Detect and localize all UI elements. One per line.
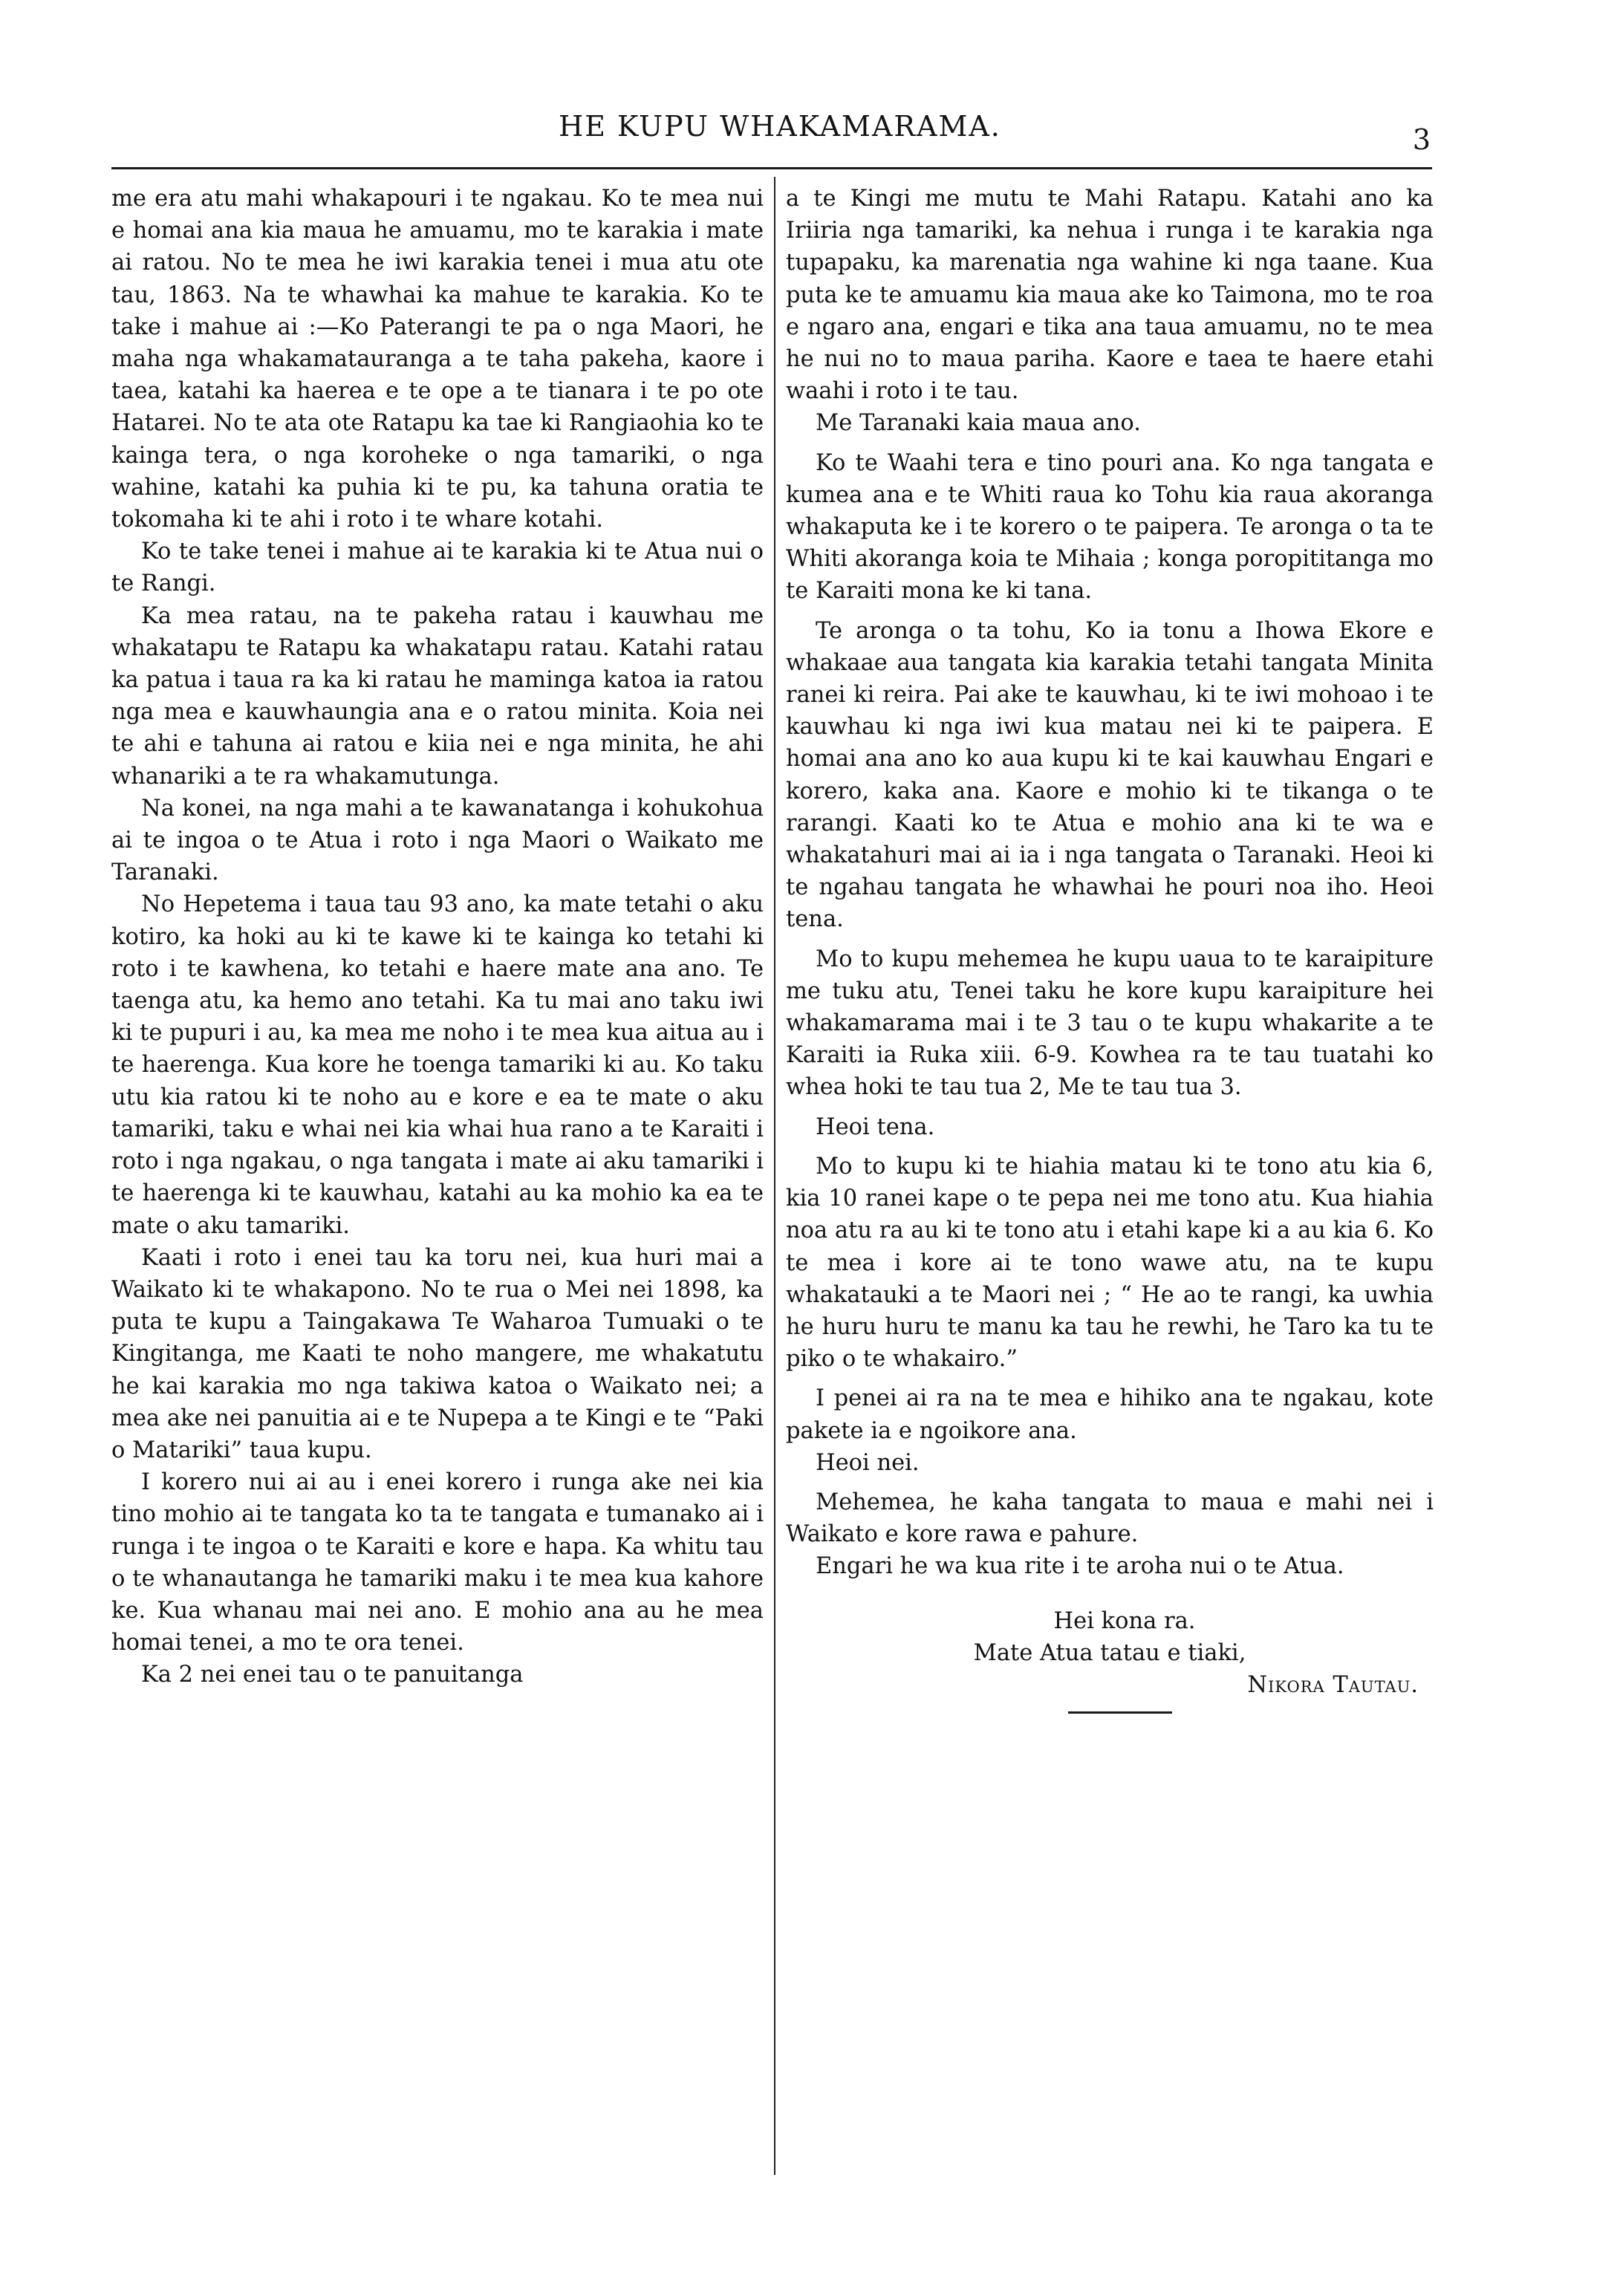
paragraph: Te aronga o ta tohu, Ko ia tonu a Ihowa Ekore e whakaae aua tangata kia karakia tetahi tangata Minita ranei ki reira. Pai ake te kauwhau, ki te iwi mohoao i te kauwhau ki nga iwi kua matau nei ki te paipera. E homai ana ano ko aua kupu ki te kai kauwhau Engari e korero, kaka ana. Kaore e mohio ki te tikanga o te rarangi. Kaati ko te Atua e mohio ana ki te wa e whakatahuri mai ai ia i nga tangata o Taranaki. Heoi ki te ngahau tangata he whawhai he pouri noa iho. Heoi tena. bbox=[786, 617, 1434, 933]
paragraph: Me Taranaki kaia maua ano. bbox=[816, 410, 1141, 437]
signoff-rule bbox=[1068, 1711, 1172, 1714]
left-column bbox=[111, 183, 764, 1691]
signoff-block bbox=[786, 1605, 1434, 1714]
paragraph: Ka 2 nei enei tau o te panuitanga bbox=[141, 1662, 524, 1688]
paragraph: Ka mea ratau, na te pakeha ratau i kauwhau me whakatapu te Ratapu ka whakatapu ratau. Katahi ratau ka patua i taua ra ka ki ratau he maminga katoa ia ratou nga mea e kauwhaungia ana e o ratou minita. Koia nei te ahi e tahuna ai ratou e kiia nei e nga minita, he ahi whanariki a te ra whakamutunga. bbox=[111, 602, 764, 790]
column-divider bbox=[774, 177, 775, 2175]
running-title: HE KUPU WHAKAMARAMA. bbox=[559, 110, 1001, 143]
paragraph: Heoi nei. bbox=[816, 1449, 920, 1476]
paragraph: Ko te take tenei i mahue ai te karakia ki te Atua nui o te Rangi. bbox=[111, 539, 764, 597]
paragraph: Engari he wa kua rite i te aroha nui o te Atua. bbox=[816, 1553, 1344, 1580]
paragraph: Na konei, na nga mahi a te kawanatanga i kohukohua ai te ingoa o te Atua i roto i nga Maori o Waikato me Taranaki. bbox=[111, 795, 764, 886]
paragraph: Ko te Waahi tera e tino pouri ana. Ko nga tangata e kumea ana e te Whiti raua ko Tohu kia raua akoranga whakaputa ke i te korero o te paipera. Te aronga o ta te Whiti akoranga koia te Mihaia ; konga poropititanga mo te Karaiti mona ke ki tana. bbox=[786, 449, 1434, 605]
page-number: 3 bbox=[1412, 123, 1431, 156]
paragraph: Mehemea, he kaha tangata to maua e mahi nei i Waikato e kore rawa e pahure. bbox=[786, 1489, 1434, 1548]
signoff-blessing: Mate Atua tatau e tiaki, bbox=[973, 1639, 1246, 1666]
signoff-greeting: Hei kona ra. bbox=[1053, 1607, 1196, 1634]
signoff-name: Nikora Tautau. bbox=[1247, 1671, 1419, 1698]
paragraph: me era atu mahi whakapouri i te ngakau. Ko te mea nui e homai ana kia maua he amuamu, mo te karakia i mate ai ratou. No te mea he iwi karakia tenei i mua atu ote tau, 1863. Na te whawhai ka mahue te karakia. Ko te take i mahue ai :—Ko Paterangi te pa o nga Maori, he maha nga whakamatauranga a te taha pakeha, kaore i taea, katahi ka haerea e te ope a te tianara i te po ote Hatarei. No te ata ote Ratapu ka tae ki Rangiaohia ko te kainga tera, o nga koroheke o nga tamariki, o nga wahine, katahi ka puhia ki te pu, ka tahuna oratia te tokomaha ki te ahi i roto i te whare kotahi. bbox=[111, 186, 764, 533]
paragraph: a te Kingi me mutu te Mahi Ratapu. Katahi ano ka Iriiria nga tamariki, ka nehua i runga i te karakia nga tupapaku, ka marenatia nga wahine ki nga taane. Kua puta ke te amuamu kia maua ake ko Taimona, mo te roa e ngaro ana, engari e tika ana taua amuamu, no te mea he nui no to maua pariha. Kaore e taea te haere etahi waahi i roto i te tau. bbox=[786, 186, 1434, 405]
right-column bbox=[786, 183, 1434, 1714]
paragraph: Heoi tena. bbox=[816, 1113, 935, 1140]
page-header bbox=[111, 110, 1448, 162]
paragraph: Mo to kupu mehemea he kupu uaua to te karaipiture me tuku atu, Tenei taku he kore kupu karaipiture hei whakamarama mai i te 3 tau o te kupu whakarite a te Karaiti ia Ruka xiii. 6-9. Kowhea ra te tau tuatahi ko whea hoki te tau tua 2, Me te tau tua 3. bbox=[786, 946, 1434, 1101]
paragraph: No Hepetema i taua tau 93 ano, ka mate tetahi o aku kotiro, ka hoki au ki te kawe ki te kainga ko tetahi ki roto i te kawhena, ko tetahi e haere mate ana ano. Te taenga atu, ka hemo ano tetahi. Ka tu mai ano taku iwi ki te pupuri i au, ka mea me noho i te mea kua aitua au i te haerenga. Kua kore he toenga tamariki ki au. Ko taku utu kia ratou ki te noho au e kore e ea te mate o aku tamariki, taku e whai nei kia whai hua rano a te Karaiti i roto i nga ngakau, o nga tangata i mate ai aku tamariki i te haerenga ki te kauwhau, katahi au ka mohio ka ea te mate o aku tamariki. bbox=[111, 891, 764, 1239]
header-rule bbox=[111, 167, 1432, 169]
paragraph: I penei ai ra na te mea e hihiko ana te ngakau, kote pakete ia e ngoikore ana. bbox=[786, 1385, 1434, 1444]
paragraph: Kaati i roto i enei tau ka toru nei, kua huri mai a Waikato ki te whakapono. No te rua o Mei nei 1898, ka puta te kupu a Taingakawa Te Waharoa Tumuaki o te Kingitanga, me Kaati te noho mangere, me whakatutu he kai karakia mo nga takiwa katoa o Waikato nei; a mea ake nei panuitia ai e te Nupepa a te Kingi e te “Paki o Matariki” taua kupu. bbox=[111, 1244, 764, 1463]
paragraph: I korero nui ai au i enei korero i runga ake nei kia tino mohio ai te tangata ko ta te tangata e tumanako ai i runga i te ingoa o te Karaiti e kore e hapa. Ka whitu tau o te whanautanga he tamariki maku i te mea kua kahore ke. Kua whanau mai nei ano. E mohio ana au he mea homai tenei, a mo te ora tenei. bbox=[111, 1469, 764, 1656]
paragraph: Mo to kupu ki te hiahia matau ki te tono atu kia 6, kia 10 ranei kape o te pepa nei me tono atu. Kua hiahia noa atu ra au ki te tono atu i etahi kape ki a au kia 6. Ko te mea i kore ai te tono wawe atu, na te kupu whakatauki a te Maori nei ; “ He ao te rangi, ka uwhia he huru huru te manu ka tau he rewhi, he Taro ka tu te piko o te whakairo.” bbox=[786, 1153, 1434, 1373]
